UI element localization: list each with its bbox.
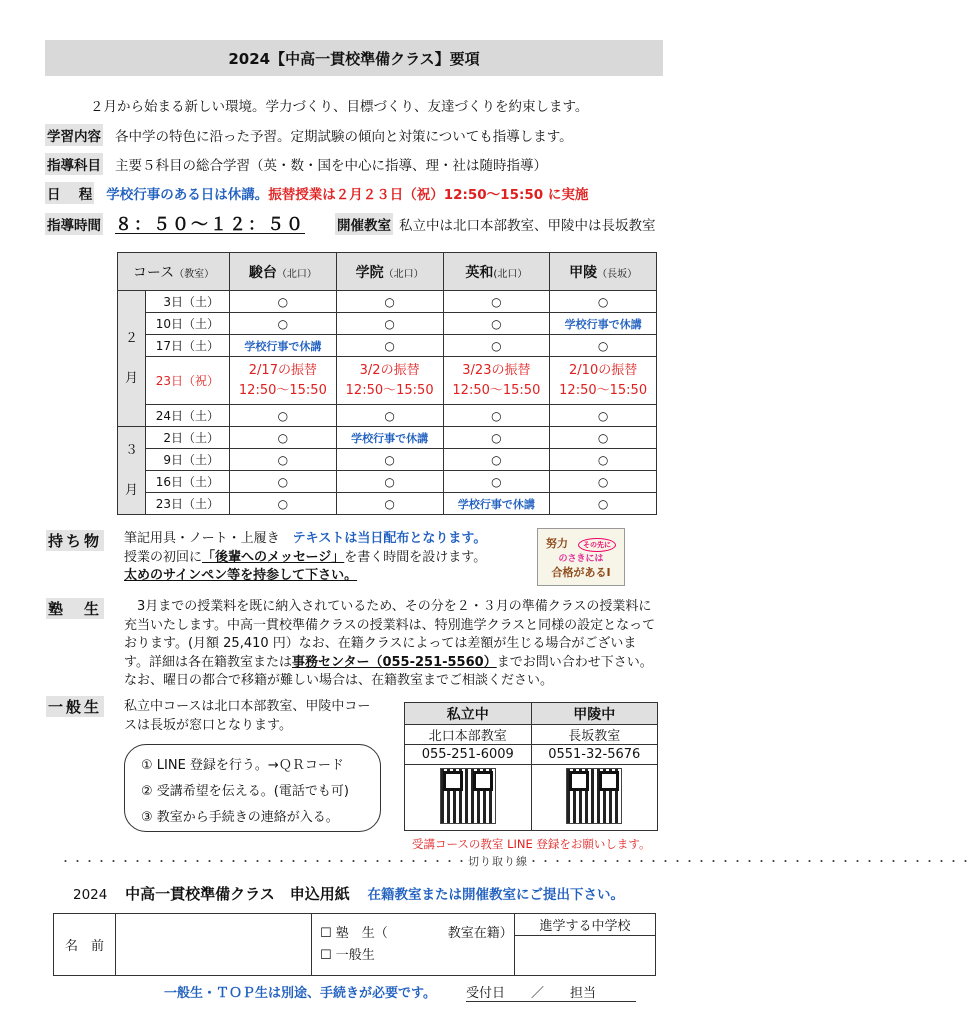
schedule-cell: ○: [230, 427, 337, 449]
intro-text: ２月から始まる新しい環境。学力づくり、目標づくり、友達づくりを約束します。: [90, 99, 589, 115]
table-row: [118, 471, 657, 493]
step-item: ③ 教室から手続きの連絡が入る。: [141, 810, 339, 825]
form-heading: 2024 中高一貫校準備クラス 申込用紙 在籍教室または開催教室にご提出下さい。: [73, 885, 625, 903]
table-row: [118, 405, 657, 427]
contact-room: 長坂教室: [531, 725, 658, 745]
student-type-options: [312, 914, 515, 976]
info-label: 指導科目: [45, 153, 103, 175]
schedule-cell: ○: [230, 471, 337, 493]
schedule-cell: ○: [443, 471, 550, 493]
schedule-cell: ○: [550, 493, 657, 515]
venue-label: 開催教室: [335, 213, 393, 235]
ippansei-text: 私立中コースは北口本部教室、甲陵中コースは長坂が窓口となります。: [124, 699, 371, 733]
motivation-stamp-image: 努力 その先に のさきには 合格があるⅠ: [537, 528, 625, 586]
schedule-cell: ○: [230, 493, 337, 515]
option-ippansei[interactable]: ☐ 一般生: [320, 947, 375, 963]
schedule-cell: ○: [550, 405, 657, 427]
table-row: [118, 427, 657, 449]
column-header: 学院（北口）: [336, 253, 443, 291]
date-cell: 23日（祝）: [146, 357, 230, 405]
schedule-cell: ○: [336, 493, 443, 515]
info-label: 学習内容: [45, 124, 103, 146]
section-label-jukusei: 塾 生: [48, 600, 103, 618]
info-row-subjects: [45, 153, 665, 175]
contact-room: 北口本部教室: [405, 725, 532, 745]
qr-code-icon[interactable]: [440, 768, 496, 824]
table-row: [118, 335, 657, 357]
date-cell: 16日（土）: [146, 471, 230, 493]
step-item: ① LINE 登録を行う。→ＱＲコード: [141, 758, 344, 773]
mochimono-text: 筆記用具・ノート・上履き テキストは当日配布となります。 授業の初回に「後輩へのメッセージ」を書く時間を設けます。 太めのサインペン等を持参して下さい。: [124, 531, 487, 583]
schedule-cell: 3/23の振替 12:50〜15:50: [443, 357, 550, 405]
info-text: 各中学の特色に沿った予習。定期試験の傾向と対策についても指導します。: [115, 129, 573, 145]
schedule-cell: ○: [230, 449, 337, 471]
schedule-cell: ○: [336, 313, 443, 335]
schedule-cell: ○: [443, 449, 550, 471]
line-registration-note: 受講コースの教室 LINE 登録をお願いします。: [412, 837, 651, 851]
step-item: ② 受講希望を伝える。(電話でも可): [141, 784, 349, 799]
info-row-content: [45, 124, 665, 146]
table-row: [118, 449, 657, 471]
contact-header: 甲陵中: [531, 703, 658, 725]
contact-header: 私立中: [405, 703, 532, 725]
column-header: 甲陵（長坂）: [550, 253, 657, 291]
school-field[interactable]: [515, 936, 656, 976]
column-header: 駿台（北口）: [230, 253, 337, 291]
schedule-cell: 2/10の振替 12:50〜15:50: [550, 357, 657, 405]
table-corner: コース（教室）: [118, 253, 230, 291]
info-text: 主要５科目の総合学習（英・数・国を中心に指導、理・社は随時指導）: [115, 158, 547, 174]
jukusei-text: 3月までの授業料を既に納入されているため、その分を２・３月の準備クラスの授業料に充当いたします。中高一貫校準備クラスの授業料は、特別進学クラスと同様の設定となっております。(月額 25,410 円）なお、在籍クラスによっては差額が生じる場合がございます。詳細は各在籍教室または事務センター（055-251-5560）までお問い合わせ下さい。なお、曜日の都合で移籍が難しい場合は、在籍教室までご相談ください。: [124, 599, 656, 688]
schedule-cell: ○: [443, 291, 550, 313]
schedule-cell: ○: [336, 291, 443, 313]
schedule-cell: ○: [550, 335, 657, 357]
contact-tel[interactable]: 0551-32-5676: [531, 745, 658, 765]
schedule-cell: ○: [336, 471, 443, 493]
form-name-label: 名 前: [54, 914, 116, 976]
date-cell: 2日（土）: [146, 427, 230, 449]
schedule-cell: ○: [550, 427, 657, 449]
date-cell: 3日（土）: [146, 291, 230, 313]
contact-table: [404, 702, 658, 831]
date-cell: 23日（土）: [146, 493, 230, 515]
table-row: [118, 493, 657, 515]
venue-text: 私立中は北口本部教室、甲陵中は長坂教室: [399, 218, 656, 234]
page-title: 2024【中高一貫校準備クラス】要項: [45, 40, 663, 76]
qr-code-icon[interactable]: [566, 768, 622, 824]
schedule-holiday-note: 学校行事のある日は休講。: [106, 187, 269, 203]
schedule-cell: 3/2の振替 12:50〜15:50: [336, 357, 443, 405]
schedule-cell: ○: [230, 291, 337, 313]
schedule-cell: ○: [230, 313, 337, 335]
info-row-schedule: [45, 182, 665, 204]
schedule-cell: ○: [550, 291, 657, 313]
schedule-cell: 学校行事で休講: [550, 313, 657, 335]
schedule-cell: 学校行事で休講: [443, 493, 550, 515]
registration-steps: [124, 744, 381, 832]
schedule-cell: ○: [443, 405, 550, 427]
table-row: [118, 313, 657, 335]
table-row: [118, 357, 657, 405]
schedule-cell: ○: [550, 449, 657, 471]
schedule-table: [117, 252, 657, 515]
option-jukusei[interactable]: ☐ 塾 生（ 教室在籍）: [320, 925, 513, 941]
schedule-cell: ○: [443, 313, 550, 335]
section-label-mochimono: 持ち物: [48, 532, 103, 550]
schedule-cell: 2/17の振替 12:50〜15:50: [230, 357, 337, 405]
column-header: 英和(北口）: [443, 253, 550, 291]
schedule-cell: 学校行事で休講: [336, 427, 443, 449]
schedule-cell: 学校行事で休講: [230, 335, 337, 357]
lesson-time: ８：５０〜１２：５０: [115, 215, 305, 235]
schedule-cell: ○: [443, 335, 550, 357]
schedule-makeup-note: 振替授業は２月２３日（祝）12:50〜15:50 に実施: [268, 187, 589, 203]
date-cell: 9日（土）: [146, 449, 230, 471]
receipt-field: 受付日 ／ 担当: [466, 982, 636, 1002]
section-label-ippansei: 一般生: [48, 698, 103, 716]
info-label: 日 程: [45, 182, 94, 204]
school-label: 進学する中学校: [515, 914, 656, 936]
info-row-time: [45, 210, 665, 235]
month-label-mar: ３ 月: [118, 427, 146, 515]
info-label: 指導時間: [45, 213, 103, 235]
form-footer-note: 一般生・ＴＯＰ生は別途、手続きが必要です。: [164, 986, 436, 1001]
schedule-cell: ○: [336, 405, 443, 427]
application-form: [53, 913, 656, 976]
schedule-cell: ○: [336, 335, 443, 357]
date-cell: 17日（土）: [146, 335, 230, 357]
date-cell: 24日（土）: [146, 405, 230, 427]
schedule-cell: ○: [336, 449, 443, 471]
table-row: [118, 291, 657, 313]
schedule-cell: ○: [443, 427, 550, 449]
cut-line: ・・・・・・・・・・・・・・・・・・・・・・・・・・・・・・・・・・切り取り線・・・・・・・・・・・・・・・・・・・・・・・・・・・・・・・・・・・・・: [60, 855, 972, 868]
month-label-feb: ２ 月: [118, 291, 146, 427]
schedule-cell: ○: [230, 405, 337, 427]
contact-tel[interactable]: 055-251-6009: [405, 745, 532, 765]
name-field[interactable]: [116, 914, 312, 976]
date-cell: 10日（土）: [146, 313, 230, 335]
schedule-cell: ○: [550, 471, 657, 493]
